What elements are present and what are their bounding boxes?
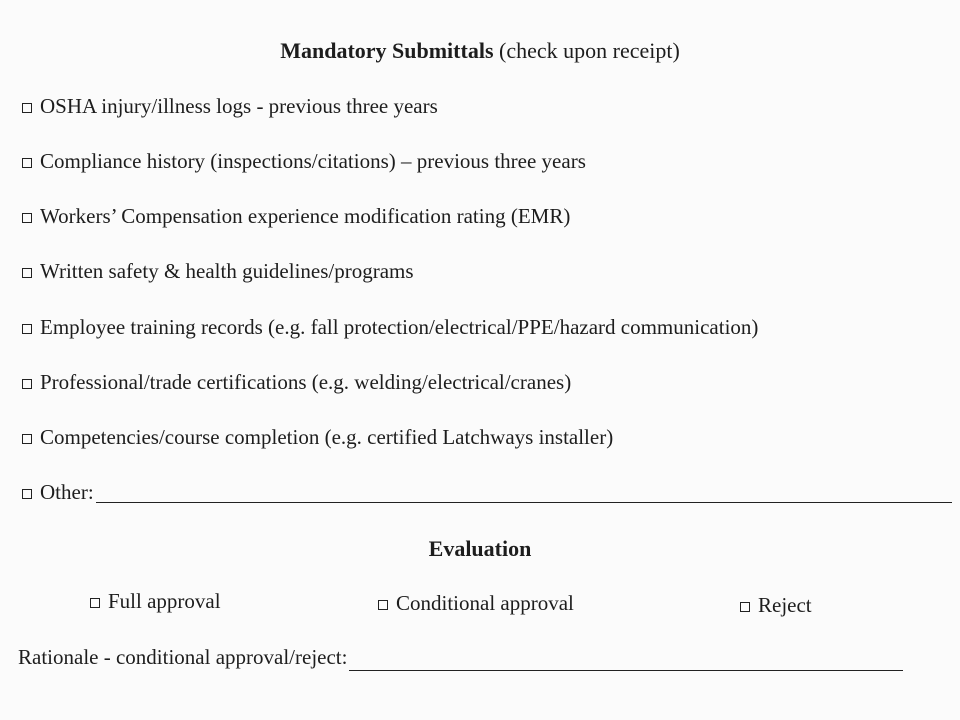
submittal-label: Compliance history (inspections/citations) – previous three years: [40, 149, 586, 173]
submittal-label: Professional/trade certifications (e.g. welding/electrical/cranes): [40, 370, 572, 394]
submittal-item-safety-guidelines: [22, 257, 414, 285]
checkbox[interactable]: [378, 600, 388, 610]
evaluation-option-label: Full approval: [108, 589, 221, 613]
submittal-item-compliance-history: [22, 147, 586, 175]
submittal-item-osha-logs: [22, 92, 438, 120]
submittal-item-trade-certifications: [22, 368, 571, 396]
submittal-label: Other:: [40, 480, 94, 504]
submittal-item-emr: [22, 202, 570, 230]
evaluation-title: Evaluation: [428, 536, 532, 561]
evaluation-option-reject: [740, 591, 812, 619]
submittal-label: OSHA injury/illness logs - previous three years: [40, 94, 438, 118]
submittals-subtitle: (check upon receipt): [499, 38, 680, 63]
rationale-row: [18, 643, 903, 671]
evaluation-heading: [0, 536, 960, 562]
checkbox[interactable]: [22, 379, 32, 389]
checkbox[interactable]: [740, 602, 750, 612]
submittal-item-other: [22, 478, 952, 506]
submittal-label: Employee training records (e.g. fall protection/electrical/PPE/hazard communication): [40, 315, 759, 339]
checkbox[interactable]: [22, 268, 32, 278]
submittal-item-competencies: [22, 423, 613, 451]
checkbox[interactable]: [22, 324, 32, 334]
submittal-label: Workers’ Compensation experience modification rating (EMR): [40, 204, 571, 228]
evaluation-option-conditional-approval: [378, 589, 574, 617]
checkbox[interactable]: [22, 103, 32, 113]
evaluation-option-label: Conditional approval: [396, 591, 574, 615]
submittals-title: Mandatory Submittals: [280, 38, 494, 63]
evaluation-option-full-approval: [90, 587, 221, 615]
evaluation-option-label: Reject: [758, 593, 812, 617]
submittal-label: Competencies/course completion (e.g. certified Latchways installer): [40, 425, 614, 449]
checkbox[interactable]: [22, 158, 32, 168]
submittal-label: Written safety & health guidelines/programs: [40, 259, 414, 283]
rationale-field[interactable]: [349, 650, 903, 671]
submittals-heading: [0, 38, 960, 64]
other-field[interactable]: [96, 482, 952, 503]
checkbox[interactable]: [22, 434, 32, 444]
submittal-item-training-records: [22, 313, 758, 341]
checkbox[interactable]: [22, 213, 32, 223]
checkbox[interactable]: [90, 598, 100, 608]
checkbox[interactable]: [22, 489, 32, 499]
rationale-label: Rationale - conditional approval/reject:: [18, 645, 348, 669]
